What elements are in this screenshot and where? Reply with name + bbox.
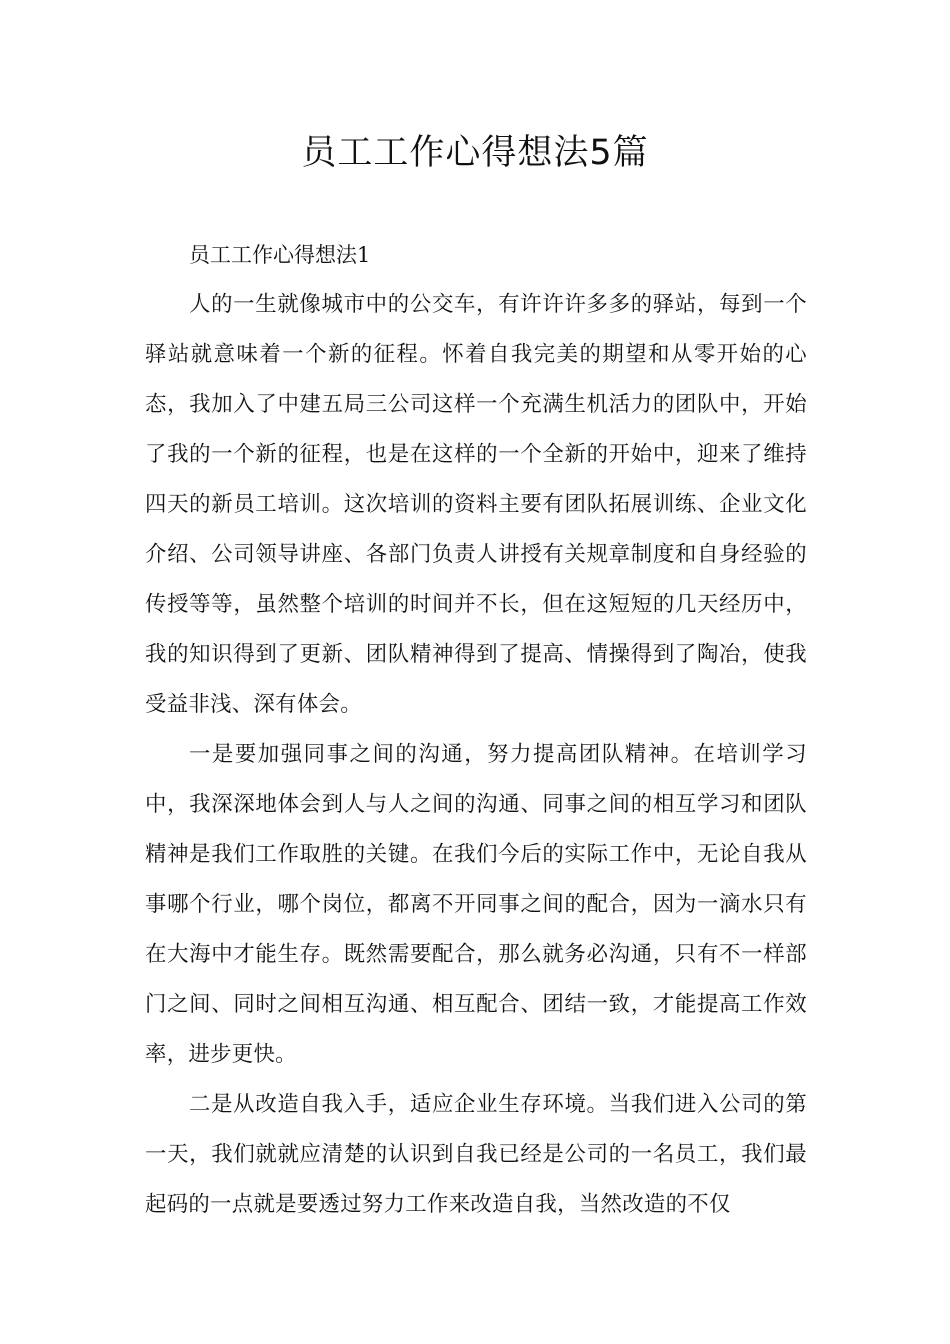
paragraph-2: 一是要加强同事之间的沟通，努力提高团队精神。在培训学习中，我深深地体会到人与人之间的沟通、同事之间的相互学习和团队精神是我们工作取胜的关键。在我们今后的实际工作中，无论自我从事哪个行业，哪个岗位，都离不开同事之间的配合，因为一滴水只有在大海中才能生存。既然需要配合，那么就务必沟通，只有不一样部门之间、同时之间相互沟通、相互配合、团结一致，才能提高工作效率，进步更快。 <box>145 742 807 1067</box>
document-body <box>145 230 807 1230</box>
section-heading: 员工工作心得想法1 <box>189 243 371 267</box>
document-title: 员工工作心得想法5篇 <box>301 133 649 173</box>
paragraph-1: 人的一生就像城市中的公交车，有许许许多多的驿站，每到一个驿站就意味着一个新的征程。怀着自我完美的期望和从零开始的心态，我加入了中建五局三公司这样一个充满生机活力的团队中，开始了我的一个新的征程，也是在这样的一个全新的开始中，迎来了维持四天的新员工培训。这次培训的资料主要有团队拓展训练、企业文化介绍、公司领导讲座、各部门负责人讲授有关规章制度和自身经验的传授等等，虽然整个培训的时间并不长，但在这短短的几天经历中，我的知识得到了更新、团队精神得到了提高、情操得到了陶冶，使我受益非浅、深有体会。 <box>145 292 807 717</box>
paragraph-3: 二是从改造自我入手，适应企业生存环境。当我们进入公司的第一天，我们就就应清楚的认识到自我已经是公司的一名员工，我们最起码的一点就是要透过努力工作来改造自我，当然改造的不仅 <box>145 1092 807 1217</box>
